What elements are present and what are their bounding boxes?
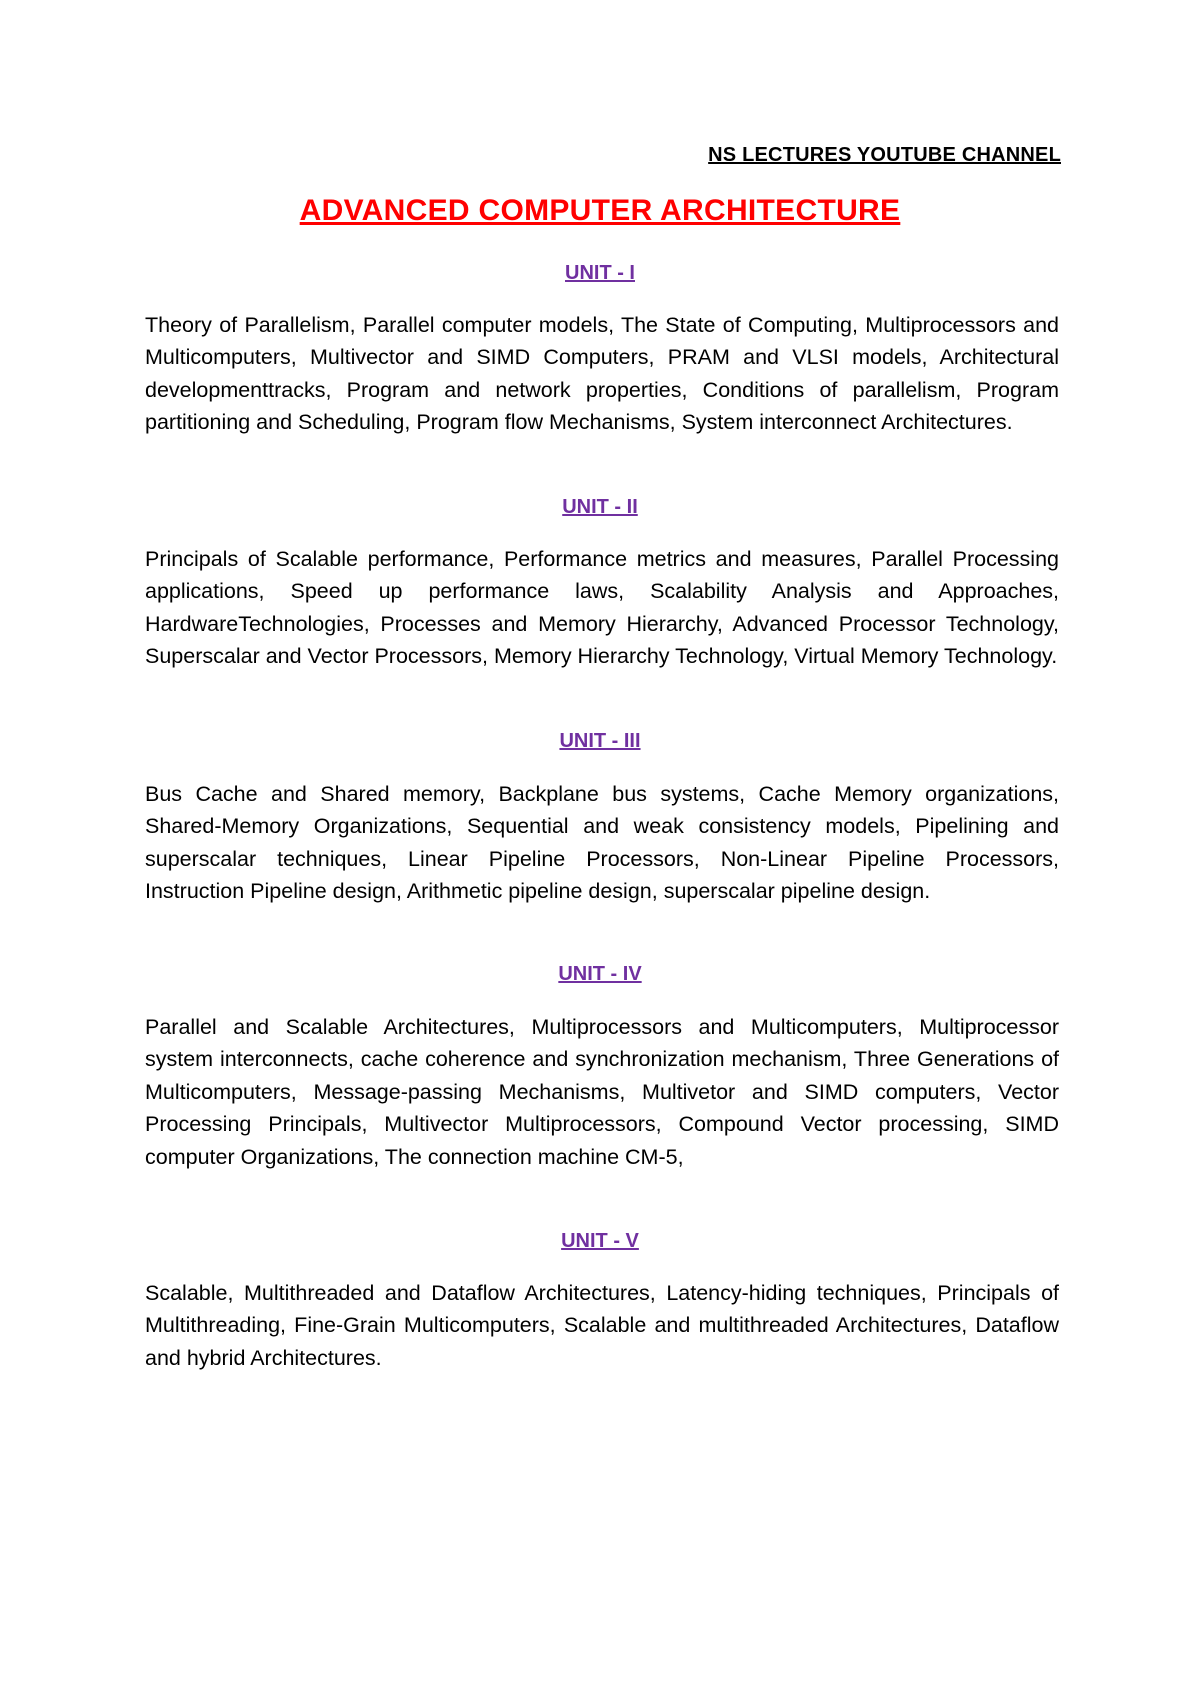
- unit-1-heading: UNIT - I: [565, 262, 635, 284]
- unit-4-heading: UNIT - IV: [558, 963, 642, 985]
- channel-name: NS LECTURES YOUTUBE CHANNEL: [708, 144, 1061, 166]
- unit-2-text: Principals of Scalable performance, Performance metrics and measures, Parallel Processing applications, Speed up performance laws, Scalability Analysis and Approaches, HardwareTechnologies, Processes and Memory Hierarchy, Advanced Processor Technology, Superscalar and Vector Processors, Memory Hierarchy Technology, Virtual Memory Technology.: [145, 547, 1059, 669]
- unit-3-text: Bus Cache and Shared memory, Backplane bus systems, Cache Memory organizations, Shared-Memory Organizations, Sequential and weak consistency models, Pipelining and superscalar techniques, Linear Pipeline Processors, Non-Linear Pipeline Processors, Instruction Pipeline design, Arithmetic pipeline design, superscalar pipeline design.: [145, 782, 1059, 904]
- document-title: ADVANCED COMPUTER ARCHITECTURE: [299, 194, 901, 227]
- unit-3-heading: UNIT - III: [559, 730, 641, 752]
- unit-4-text: Parallel and Scalable Architectures, Multiprocessors and Multicomputers, Multiprocessor system interconnects, cache coherence and synchronization mechanism, Three Generations of Multicomputers, Message-passing Mechanisms, Multivetor and SIMD computers, Vector Processing Principals, Multivector Multiprocessors, Compound Vector processing, SIMD computer Organizations, The connection machine CM-5,: [145, 1015, 1059, 1169]
- unit-2-heading: UNIT - II: [562, 496, 638, 518]
- unit-5-heading: UNIT - V: [561, 1230, 639, 1252]
- unit-1-text: Theory of Parallelism, Parallel computer models, The State of Computing, Multiprocessors and Multicomputers, Multivector and SIMD Computers, PRAM and VLSI models, Architectural developmenttracks, Program and network properties, Conditions of parallelism, Program partitioning and Scheduling, Program flow Mechanisms, System interconnect Architectures.: [145, 313, 1059, 435]
- unit-5-text: Scalable, Multithreaded and Dataflow Architectures, Latency-hiding techniques, Principals of Multithreading, Fine-Grain Multicomputers, Scalable and multithreaded Architectures, Dataflow and hybrid Architectures.: [145, 1281, 1059, 1370]
